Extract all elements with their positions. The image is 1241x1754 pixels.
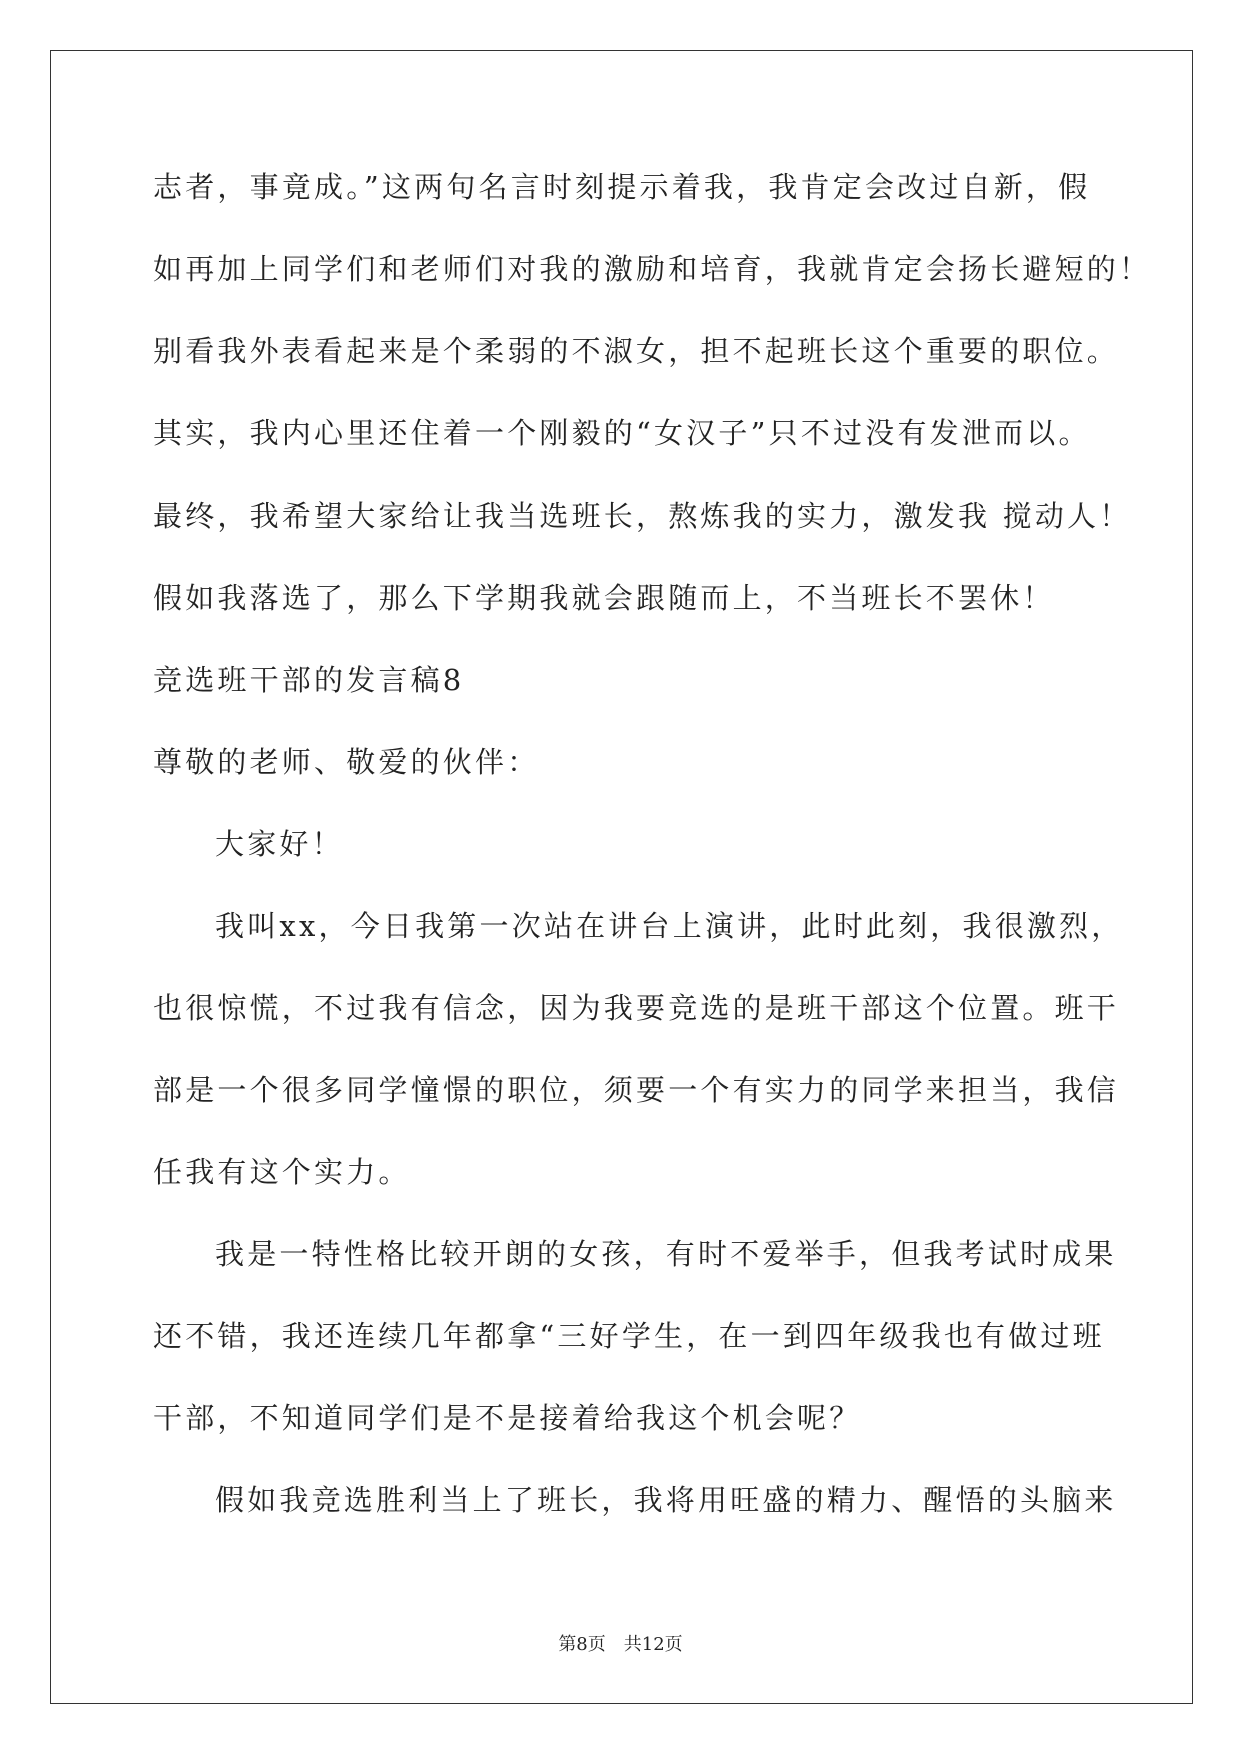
body-line: 假如我落选了，那么下学期我就会跟随而上，不当班长不罢休！ <box>153 581 1055 615</box>
section-heading: 竞选班干部的发言稿8 <box>153 663 465 697</box>
body-line: 志者，事竟成。”这两句名言时刻提示着我，我肯定会改过自新，假 <box>153 170 1091 204</box>
body-line: 也很惊慌，不过我有信念，因为我要竞选的是班干部这个位置。班干 <box>153 991 1120 1025</box>
body-line: 最终，我希望大家给让我当选班长，熬炼我的实力，激发我 搅动人！ <box>153 499 1132 533</box>
body-line: 部是一个很多同学憧憬的职位，须要一个有实力的同学来担当，我信 <box>153 1073 1120 1107</box>
body-line: 如再加上同学们和老师们对我的激励和培育，我就肯定会扬长避短的！ <box>153 252 1152 286</box>
salutation: 尊敬的老师、敬爱的伙伴： <box>153 745 540 779</box>
body-line: 假如我竞选胜利当上了班长，我将用旺盛的精力、醒悟的头脑来 <box>215 1483 1117 1517</box>
page-number-footer: 第8页 共12页 <box>558 1634 683 1655</box>
greeting: 大家好！ <box>215 827 344 861</box>
body-line: 我是一特性格比较开朗的女孩，有时不爱举手，但我考试时成果 <box>215 1237 1117 1271</box>
body-line: 干部，不知道同学们是不是接着给我这个机会呢？ <box>153 1401 862 1435</box>
body-line: 任我有这个实力。 <box>153 1155 411 1189</box>
body-line: 别看我外表看起来是个柔弱的不淑女，担不起班长这个重要的职位。 <box>153 334 1120 368</box>
body-line: 还不错，我还连续几年都拿“三好学生，在一到四年级我也有做过班 <box>153 1319 1105 1353</box>
body-line: 其实，我内心里还住着一个刚毅的“女汉子”只不过没有发泄而以。 <box>153 416 1091 450</box>
page-border <box>50 50 1193 1704</box>
body-line: 我叫xx，今日我第一次站在讲台上演讲，此时此刻，我很激烈， <box>215 909 1124 943</box>
